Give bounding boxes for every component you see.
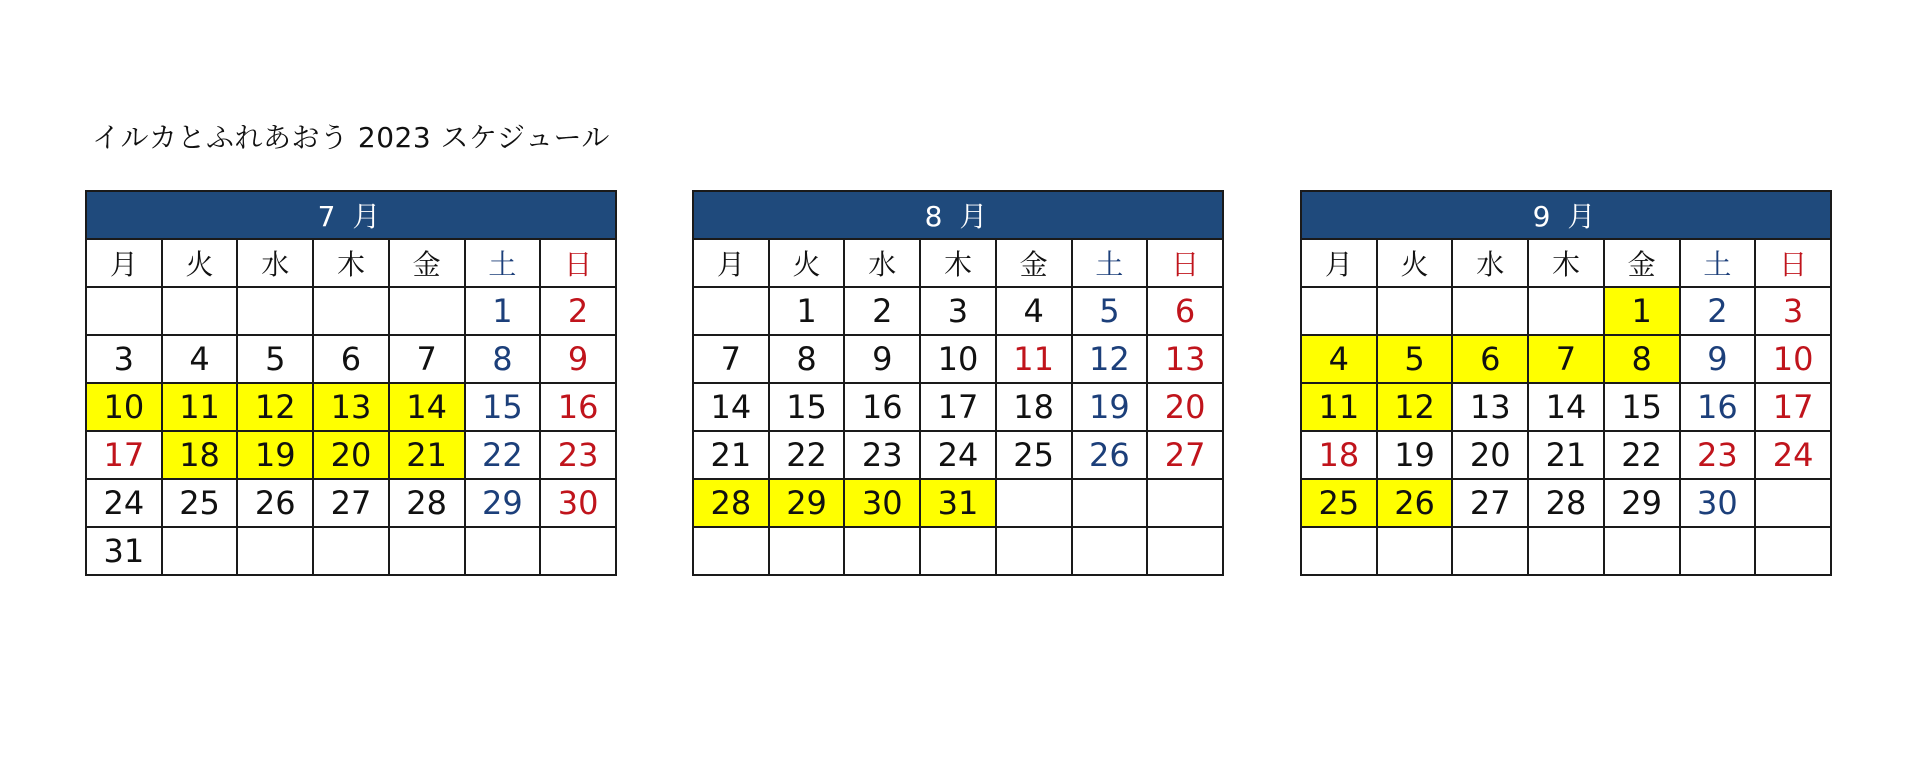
day-cell: 21 — [693, 431, 769, 479]
day-cell: 4 — [996, 287, 1072, 335]
week-row — [693, 287, 1223, 335]
month-header: 7 月 — [86, 191, 616, 239]
day-cell: 26 — [1072, 431, 1148, 479]
empty-cell — [844, 527, 920, 575]
week-row — [1301, 335, 1831, 383]
day-cell: 17 — [920, 383, 996, 431]
week-row — [1301, 287, 1831, 335]
day-cell: 26 — [1377, 479, 1453, 527]
day-cell: 16 — [540, 383, 616, 431]
day-cell: 11 — [1301, 383, 1377, 431]
day-cell: 29 — [1604, 479, 1680, 527]
empty-cell — [996, 479, 1072, 527]
weekday-label: 月 — [86, 239, 162, 287]
week-row — [86, 431, 616, 479]
day-cell: 25 — [996, 431, 1072, 479]
day-cell: 6 — [1452, 335, 1528, 383]
day-cell: 28 — [693, 479, 769, 527]
day-cell: 24 — [1755, 431, 1831, 479]
empty-cell — [313, 527, 389, 575]
day-cell: 28 — [389, 479, 465, 527]
month-header: 9 月 — [1301, 191, 1831, 239]
day-cell: 31 — [920, 479, 996, 527]
day-cell: 18 — [996, 383, 1072, 431]
day-cell: 23 — [844, 431, 920, 479]
day-cell: 14 — [389, 383, 465, 431]
day-cell: 22 — [465, 431, 541, 479]
empty-cell — [1377, 527, 1453, 575]
weekday-label: 水 — [237, 239, 313, 287]
empty-cell — [389, 527, 465, 575]
day-cell: 16 — [844, 383, 920, 431]
day-cell: 23 — [540, 431, 616, 479]
day-cell: 2 — [1680, 287, 1756, 335]
day-cell: 13 — [313, 383, 389, 431]
page-title: イルカとふれあおう 2023 スケジュール — [92, 121, 610, 154]
day-cell: 10 — [920, 335, 996, 383]
week-row — [693, 431, 1223, 479]
empty-cell — [1072, 479, 1148, 527]
day-cell: 30 — [1680, 479, 1756, 527]
day-cell: 10 — [86, 383, 162, 431]
calendar-july — [85, 190, 617, 576]
day-cell: 3 — [86, 335, 162, 383]
day-cell: 14 — [693, 383, 769, 431]
week-row — [86, 527, 616, 575]
day-cell: 4 — [1301, 335, 1377, 383]
weekday-label: 木 — [920, 239, 996, 287]
day-cell: 22 — [1604, 431, 1680, 479]
day-cell: 1 — [1604, 287, 1680, 335]
day-cell: 12 — [237, 383, 313, 431]
day-cell: 9 — [844, 335, 920, 383]
day-cell: 8 — [465, 335, 541, 383]
day-cell: 5 — [1377, 335, 1453, 383]
weekday-label: 土 — [1072, 239, 1148, 287]
day-cell: 8 — [769, 335, 845, 383]
day-cell: 4 — [162, 335, 238, 383]
weekday-label: 日 — [1755, 239, 1831, 287]
weekday-label: 土 — [465, 239, 541, 287]
day-cell: 18 — [1301, 431, 1377, 479]
day-cell: 19 — [1072, 383, 1148, 431]
day-cell: 9 — [1680, 335, 1756, 383]
day-cell: 20 — [1452, 431, 1528, 479]
empty-cell — [1452, 527, 1528, 575]
day-cell: 31 — [86, 527, 162, 575]
week-row — [1301, 383, 1831, 431]
day-cell: 20 — [1147, 383, 1223, 431]
weekday-label: 日 — [1147, 239, 1223, 287]
weekday-label: 木 — [1528, 239, 1604, 287]
empty-cell — [1301, 287, 1377, 335]
weekday-label: 月 — [693, 239, 769, 287]
week-row — [86, 335, 616, 383]
empty-cell — [162, 287, 238, 335]
day-cell: 11 — [996, 335, 1072, 383]
day-cell: 28 — [1528, 479, 1604, 527]
empty-cell — [1528, 527, 1604, 575]
month-header: 8 月 — [693, 191, 1223, 239]
day-cell: 12 — [1072, 335, 1148, 383]
weekday-label: 火 — [1377, 239, 1453, 287]
calendar-september — [1300, 190, 1832, 576]
day-cell: 17 — [86, 431, 162, 479]
day-cell: 29 — [769, 479, 845, 527]
day-cell: 7 — [693, 335, 769, 383]
week-row — [693, 527, 1223, 575]
day-cell: 15 — [465, 383, 541, 431]
day-cell: 27 — [1147, 431, 1223, 479]
day-cell: 24 — [920, 431, 996, 479]
empty-cell — [769, 527, 845, 575]
day-cell: 16 — [1680, 383, 1756, 431]
day-cell: 30 — [540, 479, 616, 527]
day-cell: 27 — [313, 479, 389, 527]
day-cell: 15 — [769, 383, 845, 431]
day-cell: 17 — [1755, 383, 1831, 431]
empty-cell — [1528, 287, 1604, 335]
week-row — [86, 479, 616, 527]
day-cell: 24 — [86, 479, 162, 527]
weekday-label: 木 — [313, 239, 389, 287]
day-cell: 13 — [1452, 383, 1528, 431]
day-cell: 25 — [1301, 479, 1377, 527]
empty-cell — [693, 287, 769, 335]
day-cell: 12 — [1377, 383, 1453, 431]
empty-cell — [237, 287, 313, 335]
empty-cell — [237, 527, 313, 575]
empty-cell — [920, 527, 996, 575]
day-cell: 21 — [1528, 431, 1604, 479]
empty-cell — [996, 527, 1072, 575]
empty-cell — [1147, 479, 1223, 527]
day-cell: 3 — [1755, 287, 1831, 335]
day-cell: 8 — [1604, 335, 1680, 383]
day-cell: 20 — [313, 431, 389, 479]
day-cell: 15 — [1604, 383, 1680, 431]
day-cell: 5 — [1072, 287, 1148, 335]
week-row — [693, 479, 1223, 527]
day-cell: 2 — [844, 287, 920, 335]
weekday-label: 日 — [540, 239, 616, 287]
day-cell: 9 — [540, 335, 616, 383]
weekday-label: 金 — [389, 239, 465, 287]
empty-cell — [1452, 287, 1528, 335]
week-row — [86, 383, 616, 431]
empty-cell — [1755, 527, 1831, 575]
day-cell: 7 — [1528, 335, 1604, 383]
empty-cell — [1604, 527, 1680, 575]
empty-cell — [693, 527, 769, 575]
weekday-label: 水 — [844, 239, 920, 287]
day-cell: 22 — [769, 431, 845, 479]
empty-cell — [1147, 527, 1223, 575]
day-cell: 30 — [844, 479, 920, 527]
week-row — [1301, 479, 1831, 527]
day-cell: 7 — [389, 335, 465, 383]
day-cell: 14 — [1528, 383, 1604, 431]
day-cell: 1 — [465, 287, 541, 335]
day-cell: 13 — [1147, 335, 1223, 383]
day-cell: 6 — [1147, 287, 1223, 335]
empty-cell — [465, 527, 541, 575]
day-cell: 11 — [162, 383, 238, 431]
day-cell: 25 — [162, 479, 238, 527]
weekday-label: 火 — [162, 239, 238, 287]
week-row — [693, 383, 1223, 431]
weekday-label: 金 — [1604, 239, 1680, 287]
weekday-label: 月 — [1301, 239, 1377, 287]
week-row — [1301, 527, 1831, 575]
empty-cell — [313, 287, 389, 335]
week-row — [1301, 431, 1831, 479]
weekday-label: 金 — [996, 239, 1072, 287]
week-row — [693, 335, 1223, 383]
day-cell: 29 — [465, 479, 541, 527]
empty-cell — [1301, 527, 1377, 575]
weekday-label: 水 — [1452, 239, 1528, 287]
empty-cell — [86, 287, 162, 335]
day-cell: 18 — [162, 431, 238, 479]
day-cell: 6 — [313, 335, 389, 383]
week-row — [86, 287, 616, 335]
day-cell: 2 — [540, 287, 616, 335]
day-cell: 3 — [920, 287, 996, 335]
day-cell: 10 — [1755, 335, 1831, 383]
day-cell: 19 — [1377, 431, 1453, 479]
day-cell: 26 — [237, 479, 313, 527]
weekday-label: 火 — [769, 239, 845, 287]
empty-cell — [540, 527, 616, 575]
empty-cell — [1755, 479, 1831, 527]
day-cell: 1 — [769, 287, 845, 335]
empty-cell — [1680, 527, 1756, 575]
day-cell: 23 — [1680, 431, 1756, 479]
day-cell: 27 — [1452, 479, 1528, 527]
empty-cell — [389, 287, 465, 335]
weekday-label: 土 — [1680, 239, 1756, 287]
empty-cell — [1377, 287, 1453, 335]
day-cell: 5 — [237, 335, 313, 383]
empty-cell — [1072, 527, 1148, 575]
day-cell: 21 — [389, 431, 465, 479]
day-cell: 19 — [237, 431, 313, 479]
calendar-august — [692, 190, 1224, 576]
empty-cell — [162, 527, 238, 575]
